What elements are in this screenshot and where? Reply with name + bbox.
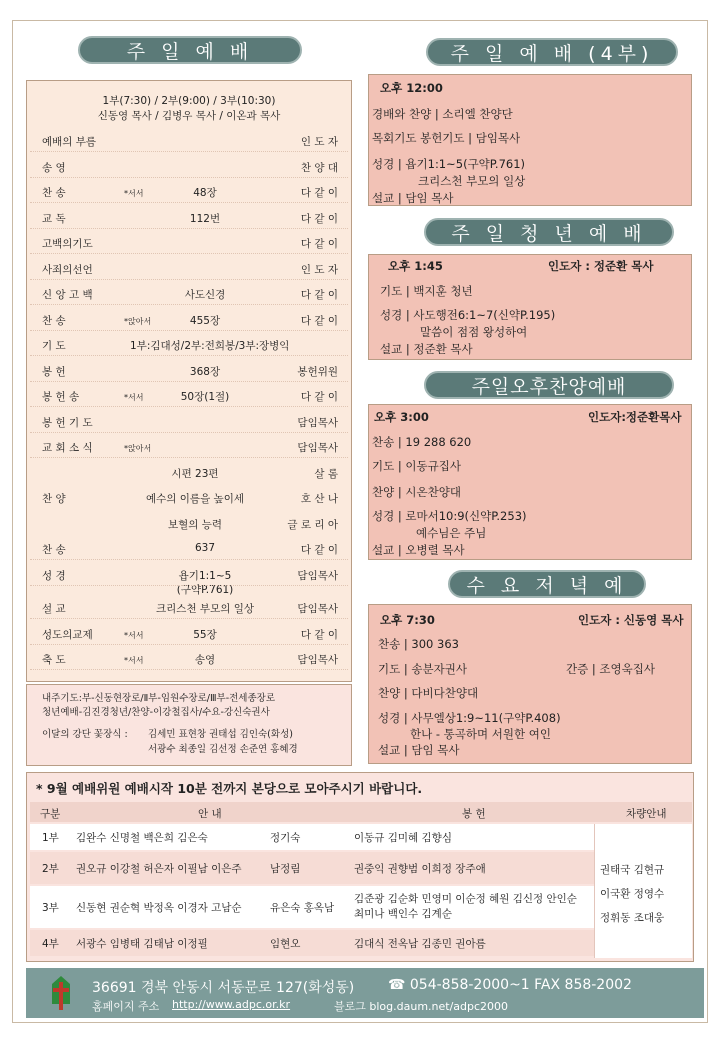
order-leader: 다 같 이 (300, 238, 338, 250)
order-leader: 인 도 자 (300, 263, 338, 276)
row-divider (30, 228, 348, 229)
wednesday-testimony: 간증 | 조영욱집사 (566, 662, 655, 676)
row-divider (30, 253, 348, 254)
order-leader: 다 같 이 (300, 544, 338, 556)
fourth-time: 오후 12:00 (380, 81, 443, 95)
anthem-item: 찬 양 (42, 493, 66, 505)
fourth-line-4: 크리스천 부모의 일상 (418, 174, 526, 188)
anthem-choir: 살 롬 (314, 467, 338, 480)
order-content: 368장 (189, 365, 221, 378)
col-vehicle-header: 차량안내 (626, 808, 667, 820)
praise-line-4: 성경 | 로마서10:9(신약P.253) (372, 509, 527, 523)
row-divider (30, 644, 348, 645)
footer-blog[interactable]: 블로그 blog.daum.net/adpc2000 (334, 1000, 509, 1013)
order-leader: 담임목사 (297, 603, 338, 615)
row-divider (30, 330, 348, 331)
praise-line-6: 설교 | 오병렬 목사 (372, 543, 465, 557)
order-content-2: (구약P.761) (176, 583, 234, 596)
homepage-label: 홈페이지 주소 (92, 1000, 160, 1013)
col-guide-header: 안 내 (198, 808, 222, 820)
order-leader: 다 같 이 (300, 628, 338, 641)
committee-part: 1부 (42, 832, 59, 844)
order-item: 봉 헌 기 도 (42, 416, 93, 429)
row-divider (30, 202, 348, 203)
vehicle-2: 이국환 정영수 (600, 888, 665, 900)
praise-line-1: 찬송 | 19 288 620 (372, 435, 472, 449)
order-item: 찬 송 (42, 314, 66, 327)
posture-note: *서서 (124, 393, 144, 402)
fourth-line-5: 설교 | 담임 목사 (372, 191, 454, 205)
order-leader: 찬 양 대 (300, 161, 338, 174)
pastors-line: 신동영 목사 / 김병우 목사 / 이온과 목사 (97, 110, 281, 122)
order-item: 찬 송 (42, 187, 66, 199)
order-item: 설 교 (42, 603, 66, 615)
order-leader: 다 같 이 (300, 391, 338, 403)
order-item: 교 독 (42, 212, 66, 225)
committee-heading: * 9월 예배위원 예배시작 10분 전까지 본당으로 모아주시기 바랍니다. (36, 781, 423, 796)
order-item: 기 도 (42, 340, 66, 352)
order-content: 크리스천 부모의 일상 (156, 603, 254, 615)
committee-guide: 신동현 권순혁 박정옥 이경자 고남순 (76, 902, 242, 914)
wednesday-title: 수 요 저 녁 예 (448, 570, 646, 598)
anthem-piece: 시편 23편 (171, 467, 219, 480)
notes-line-1: 내주기도:부-신동현장로/Ⅱ부-임원수장로/Ⅲ부-전세종장로 (42, 693, 276, 704)
order-leader: 다 같 이 (300, 187, 338, 199)
youth-title: 주 일 청 년 예 배 (424, 218, 674, 246)
anthem-choir: 호 산 나 (300, 493, 338, 505)
row-divider (30, 669, 348, 670)
row-divider (30, 618, 348, 619)
wednesday-sermon: 설교 | 담임 목사 (378, 743, 460, 757)
committee-guide-2: 임현오 (270, 938, 301, 950)
row-divider (30, 304, 348, 305)
sunday-title: 주 일 예 배 (78, 36, 302, 64)
wednesday-scripture: 성경 | 사무엘상1:9~11(구약P.408) (378, 711, 561, 725)
wednesday-leader: 인도자 : 신동영 목사 (578, 613, 684, 627)
anthem-piece: 보혈의 능력 (167, 518, 223, 531)
order-leader: 다 같 이 (300, 314, 338, 327)
praise-line-2: 기도 | 이동규집사 (372, 459, 461, 473)
row-divider (30, 151, 348, 152)
order-content: 455장 (189, 314, 221, 327)
fourth-line-1: 경배와 찬양 | 소리엘 찬양단 (372, 107, 513, 121)
committee-header-row (30, 802, 692, 822)
row-divider (30, 559, 348, 560)
footer-phone: ☎ 054-858-2000~1 FAX 858-2002 (388, 977, 632, 993)
footer-address: 36691 경북 안동시 서동문로 127(화성동) (92, 980, 355, 996)
row-divider (30, 355, 348, 356)
vehicle-3: 정휘동 조대웅 (600, 912, 665, 924)
flowers-line-2: 서광수 최종일 김선정 손준연 홍혜경 (148, 744, 298, 755)
order-leader: 담임목사 (297, 654, 338, 666)
row-divider (30, 279, 348, 280)
posture-note: *서서 (124, 656, 144, 665)
praise-leader: 인도자:정준환목사 (588, 410, 682, 424)
order-leader: 담임목사 (297, 442, 338, 454)
church-logo-icon (48, 974, 74, 1012)
order-item: 봉 헌 (42, 365, 66, 378)
flowers-line-1: 김세민 표현창 권태섭 김인숙(화성) (148, 729, 293, 740)
youth-line-3: 말씀이 점점 왕성하여 (420, 325, 528, 339)
order-item: 찬 송 (42, 544, 66, 556)
fourth-line-3: 성경 | 욥기1:1~5(구약P.761) (372, 157, 526, 171)
order-item: 성 경 (42, 569, 66, 582)
vehicle-1: 권태국 김현규 (600, 864, 665, 876)
order-leader: 인 도 자 (300, 136, 338, 148)
col-offering-header: 봉 헌 (462, 808, 486, 820)
row-divider (30, 457, 348, 458)
order-content: 637 (194, 542, 216, 554)
anthem-choir: 글 로 리 아 (287, 518, 338, 531)
row-divider (30, 406, 348, 407)
wednesday-hymn: 찬송 | 300 363 (378, 637, 459, 651)
order-content: 사도신경 (184, 289, 226, 301)
posture-note: *앉아서 (124, 316, 152, 326)
committee-part: 3부 (42, 902, 59, 914)
order-leader: 다 같 이 (300, 212, 338, 225)
committee-part: 4부 (42, 938, 59, 950)
praise-title: 주일오후찬양예배 (424, 371, 674, 399)
order-content: 48장 (193, 187, 217, 199)
order-content: 1부:김대성/2부:전희봉/3부:장병익 (130, 340, 290, 352)
youth-line-1: 기도 | 백지훈 청년 (380, 284, 473, 298)
order-item: 축 도 (42, 654, 66, 666)
order-item: 예배의 부름 (42, 136, 97, 148)
order-content: 욥기1:1~5 (178, 569, 232, 582)
homepage-link[interactable]: http://www.adpc.or.kr (172, 998, 291, 1011)
youth-line-4: 설교 | 정준환 목사 (380, 342, 473, 356)
order-item: 사죄의선언 (42, 263, 93, 276)
praise-line-3: 찬양 | 시온찬양대 (372, 485, 461, 499)
youth-time: 오후 1:45 (388, 259, 443, 273)
wednesday-time: 오후 7:30 (380, 613, 435, 627)
order-leader: 봉헌위원 (297, 365, 338, 378)
order-item: 고백의기도 (42, 238, 93, 250)
committee-guide: 김완수 신명철 백은희 김은숙 (76, 832, 208, 844)
posture-note: *앉아서 (124, 444, 152, 453)
order-leader: 담임목사 (297, 416, 338, 429)
fourth-line-2: 목회기도 봉헌기도 | 담임목사 (372, 131, 521, 145)
service-times: 1부(7:30) / 2부(9:00) / 3부(10:30) (102, 95, 276, 107)
posture-note: *서서 (124, 630, 144, 640)
committee-offering-2: 최미나 백인수 김계순 (354, 908, 452, 920)
committee-guide-2: 유은숙 홍옥남 (270, 902, 335, 914)
committee-guide: 권오규 이강철 허은자 이필남 이은주 (76, 863, 242, 875)
order-content: 55장 (193, 628, 217, 641)
order-content: 112번 (189, 212, 221, 225)
wednesday-anthem: 찬양 | 다비다찬양대 (378, 686, 479, 700)
wednesday-prayer: 기도 | 송분자권사 (378, 662, 467, 676)
order-leader: 담임목사 (297, 569, 338, 582)
youth-leader: 인도자 : 정준환 목사 (548, 259, 654, 273)
committee-offering: 권중익 권향범 이희정 장주애 (354, 863, 486, 875)
notes-line-2: 청년예배-김진경청년/찬양-이강철집사/수요-강신숙권사 (42, 707, 270, 718)
committee-guide-2: 남정림 (270, 863, 301, 875)
committee-guide: 서광수 임병태 김태남 이정필 (76, 938, 208, 950)
praise-time: 오후 3:00 (374, 410, 429, 424)
order-content: 송영 (194, 654, 216, 666)
flowers-label: 이달의 강단 꽃장식 : (42, 729, 128, 740)
committee-offering: 김대식 전옥남 김종민 권아름 (354, 938, 486, 950)
order-item: 성도의교제 (42, 628, 93, 641)
order-content: 50장(1절) (180, 391, 230, 403)
youth-line-2: 성경 | 사도행전6:1~7(신약P.195) (380, 308, 556, 322)
wednesday-sermon-title: 한나 - 통곡하며 서원한 여인 (410, 727, 551, 741)
praise-line-5: 예수님은 주님 (416, 526, 487, 540)
row-divider (30, 432, 348, 433)
col-part-header: 구분 (40, 808, 61, 820)
fourth-service-title: 주 일 예 배 (4부) (426, 38, 678, 66)
row-divider (30, 177, 348, 178)
order-item: 송 영 (42, 161, 66, 174)
row-divider (30, 585, 348, 586)
posture-note: *서서 (124, 189, 144, 198)
committee-guide-2: 정기숙 (270, 832, 301, 844)
anthem-piece: 예수의 이름을 높이세 (146, 493, 244, 505)
order-item: 봉 헌 송 (42, 391, 80, 403)
committee-part: 2부 (42, 863, 59, 875)
committee-offering: 김준광 김순화 민영미 이순정 혜원 김신정 안인순 (354, 893, 577, 905)
order-item: 교 회 소 식 (42, 442, 93, 454)
order-leader: 다 같 이 (300, 289, 338, 301)
order-item: 신 앙 고 백 (42, 289, 93, 301)
row-divider (30, 381, 348, 382)
committee-offering: 이동규 김미혜 김향심 (354, 832, 452, 844)
